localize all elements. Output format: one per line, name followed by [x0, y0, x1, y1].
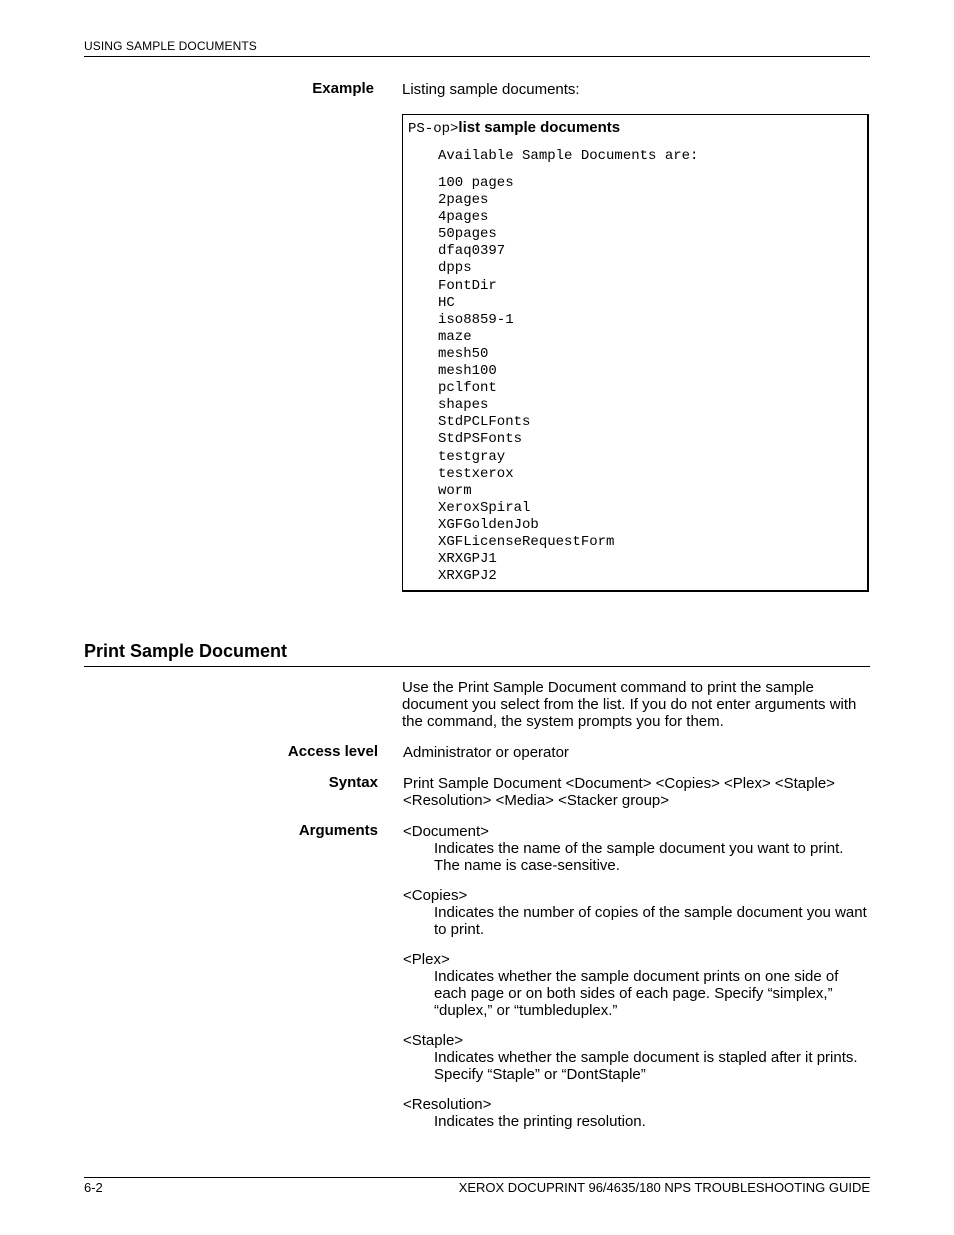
- list-item: HC: [438, 294, 455, 311]
- argument-name: <Document>: [403, 823, 489, 840]
- argument-resolution: [403, 1096, 870, 1130]
- argument-staple: [403, 1032, 870, 1083]
- guide-title: XEROX DOCUPRINT 96/4635/180 NPS TROUBLESHOOTING GUIDE: [458, 1180, 870, 1195]
- list-item: StdPCLFonts: [438, 414, 531, 431]
- list-item: XRXGPJ1: [438, 551, 497, 568]
- list-item: iso8859-1: [438, 311, 514, 328]
- argument-name: <Copies>: [403, 887, 468, 904]
- command-prompt: PS-op>: [408, 121, 459, 137]
- list-item: mesh100: [438, 363, 497, 380]
- header-rule: [84, 56, 870, 57]
- available-heading: Available Sample Documents are:: [438, 148, 699, 164]
- example-label: Example: [312, 80, 374, 97]
- section-description: Use the Print Sample Document command to print the sample document you select from the list. If you do not enter arguments with the command, the system prompts you for them.: [402, 679, 857, 730]
- argument-description: Indicates the name of the sample document you want to print. The name is case-sensitive.: [434, 840, 844, 874]
- section-title: Print Sample Document: [84, 641, 288, 661]
- list-item: testxerox: [438, 465, 514, 482]
- argument-name: <Plex>: [403, 951, 450, 968]
- list-item: FontDir: [438, 277, 497, 294]
- running-header: USING SAMPLE DOCUMENTS: [84, 39, 257, 53]
- list-item: StdPSFonts: [438, 431, 523, 448]
- argument-name: <Resolution>: [403, 1096, 492, 1113]
- arguments-label: Arguments: [298, 822, 378, 839]
- list-item: worm: [438, 482, 472, 499]
- list-item: XGFLicenseRequestForm: [438, 533, 615, 550]
- code-example-box: [402, 114, 869, 592]
- list-item: pclfont: [438, 380, 497, 397]
- list-item: 100 pages: [438, 175, 514, 191]
- page-number: 6-2: [84, 1180, 103, 1195]
- argument-name: <Staple>: [403, 1032, 464, 1049]
- command-text: list sample documents: [458, 119, 621, 136]
- list-item: XGFGoldenJob: [438, 516, 539, 533]
- footer-rule: [84, 1177, 870, 1178]
- argument-description: Indicates the printing resolution.: [434, 1113, 646, 1130]
- argument-document: [403, 823, 870, 874]
- list-item: mesh50: [438, 345, 489, 362]
- syntax-value: Print Sample Document <Document> <Copies> <Plex> <Staple> <Resolution> <Media> <Stacker group>: [403, 775, 835, 809]
- command-line: [408, 119, 620, 137]
- argument-description: Indicates the number of copies of the sample document you want to print.: [434, 904, 867, 938]
- section-rule: [84, 666, 870, 667]
- sample-document-list: [438, 175, 614, 585]
- list-item: shapes: [438, 397, 489, 414]
- argument-description: Indicates whether the sample document prints on one side of each page or on both sides of each page. Specify “simplex,” “duplex,” or “tumbleduplex.”: [434, 968, 839, 1019]
- list-item: 50pages: [438, 226, 497, 243]
- argument-plex: [403, 951, 870, 1019]
- list-item: dpps: [438, 260, 472, 277]
- syntax-label: Syntax: [328, 774, 378, 791]
- list-item: XeroxSpiral: [438, 499, 531, 516]
- list-item: testgray: [438, 448, 506, 465]
- list-item: 4pages: [438, 209, 489, 226]
- example-intro: Listing sample documents:: [402, 81, 580, 98]
- access-level-value: Administrator or operator: [403, 744, 569, 761]
- list-item: dfaq0397: [438, 243, 506, 260]
- list-item: maze: [438, 328, 472, 345]
- list-item: 2pages: [438, 192, 489, 209]
- argument-description: Indicates whether the sample document is stapled after it prints. Specify “Staple” or “DontStaple”: [434, 1049, 858, 1083]
- access-level-label: Access level: [287, 743, 378, 760]
- argument-copies: [403, 887, 870, 938]
- list-item: XRXGPJ2: [438, 568, 497, 585]
